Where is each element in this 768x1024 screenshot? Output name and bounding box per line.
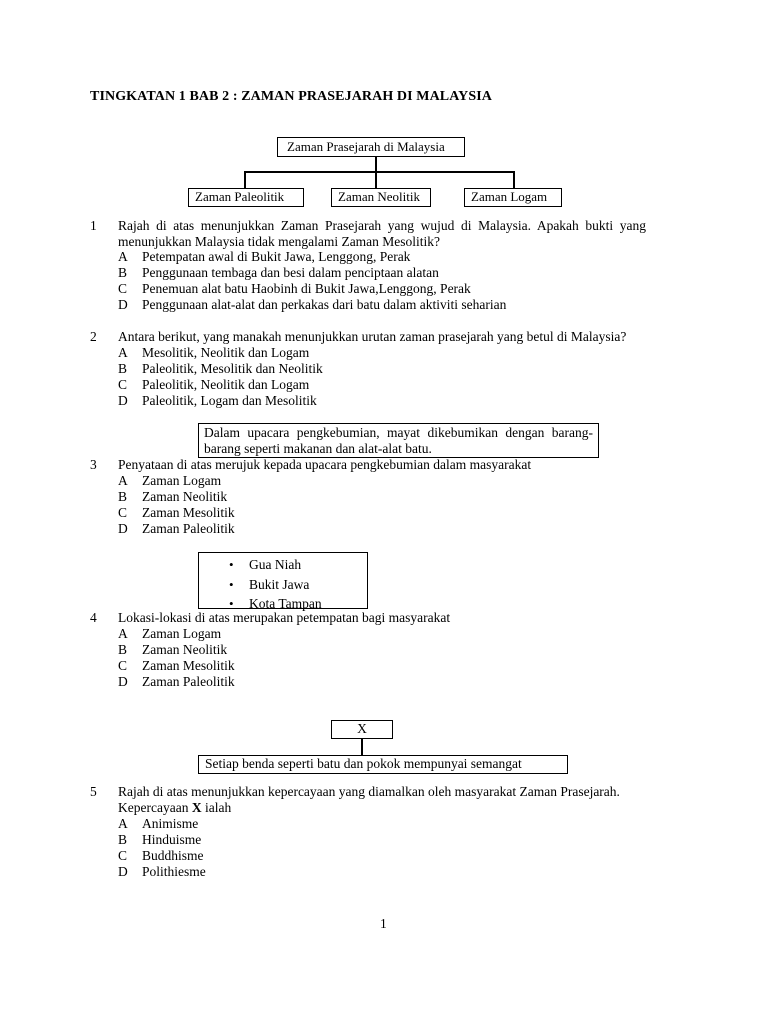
- option: [118, 505, 235, 521]
- stimulus-box: [198, 423, 599, 458]
- list-item: • Gua Niah: [199, 555, 367, 575]
- option-letter: A: [118, 473, 128, 488]
- option: [118, 393, 317, 409]
- option: [118, 265, 439, 281]
- option-letter: B: [118, 361, 128, 376]
- diagram-connector: [244, 171, 514, 173]
- option-letter: C: [118, 505, 128, 520]
- diagram-child-box: [331, 188, 431, 207]
- option-letter: D: [118, 393, 128, 408]
- diagram-connector: [375, 157, 377, 171]
- page-title: TINGKATAN 1 BAB 2 : ZAMAN PRASEJARAH DI MALAYSIA: [90, 89, 493, 104]
- diagram-child-label: Zaman Paleolitik: [195, 189, 285, 204]
- option-letter: A: [118, 249, 128, 264]
- option: [118, 864, 206, 880]
- question-number: 5: [90, 784, 97, 799]
- option-letter: B: [118, 642, 128, 657]
- diagram-connector: [361, 739, 363, 755]
- option: [118, 658, 235, 674]
- stimulus-x-label: X: [357, 721, 367, 736]
- diagram-connector: [513, 171, 515, 188]
- option: [118, 361, 323, 377]
- diagram-root-box: [277, 137, 465, 157]
- option-text: Animisme: [142, 816, 199, 831]
- question-number: 2: [90, 329, 97, 344]
- question-text: Rajah di atas menunjukkan Zaman Prasejarah yang wujud di Malaysia. Apakah bukti yang menunjukkan Malaysia tidak mengalami Zaman Mesolitik?: [118, 218, 646, 249]
- question-text: Antara berikut, yang manakah menunjukkan urutan zaman prasejarah yang betul di Malaysia?: [118, 329, 627, 344]
- option: [118, 473, 221, 489]
- option-letter: C: [118, 281, 128, 296]
- option: [118, 626, 221, 642]
- option: [118, 345, 309, 361]
- option-letter: B: [118, 832, 128, 847]
- diagram-connector: [375, 171, 377, 188]
- option-text: Petempatan awal di Bukit Jawa, Lenggong, Perak: [142, 249, 411, 264]
- diagram-child-label: Zaman Logam: [471, 189, 548, 204]
- question-number: 3: [90, 457, 97, 472]
- list-item: • Bukit Jawa: [199, 575, 367, 595]
- option-text: Zaman Neolitik: [142, 489, 228, 504]
- question-number: 1: [90, 218, 97, 233]
- option-text: Penemuan alat batu Haobinh di Bukit Jawa,Lenggong, Perak: [142, 281, 471, 296]
- question-text-line2: [118, 800, 231, 816]
- option-text: Penggunaan tembaga dan besi dalam penciptaan alatan: [142, 265, 439, 280]
- question-text: Penyataan di atas merujuk kepada upacara pengkebumian dalam masyarakat: [118, 457, 532, 472]
- option: [118, 642, 227, 658]
- option: [118, 297, 506, 313]
- option-text: Zaman Neolitik: [142, 642, 228, 657]
- page-number: 1: [380, 916, 387, 931]
- option-text: Paleolitik, Neolitik dan Logam: [142, 377, 310, 392]
- stimulus-x-box: [331, 720, 393, 739]
- option: [118, 249, 410, 265]
- option-letter: A: [118, 345, 128, 360]
- option-letter: A: [118, 626, 128, 641]
- option-letter: C: [118, 848, 128, 863]
- option: [118, 281, 471, 297]
- option: [118, 848, 204, 864]
- option-letter: D: [118, 674, 128, 689]
- stimulus-list-box: [198, 552, 368, 609]
- option-letter: D: [118, 297, 128, 312]
- option-letter: B: [118, 489, 128, 504]
- option-letter: B: [118, 265, 128, 280]
- question-text: Lokasi-lokasi di atas merupakan petempatan bagi masyarakat: [118, 610, 451, 625]
- option-letter: C: [118, 377, 128, 392]
- question-emphasis: X: [191, 800, 202, 815]
- question-text: Rajah di atas menunjukkan kepercayaan yang diamalkan oleh masyarakat Zaman Prasejarah.: [118, 784, 620, 799]
- option: [118, 832, 201, 848]
- option-letter: D: [118, 521, 128, 536]
- option-text: Buddhisme: [142, 848, 204, 863]
- question-number: 4: [90, 610, 97, 625]
- option-letter: D: [118, 864, 128, 879]
- option-text: Hinduisme: [142, 832, 202, 847]
- option-letter: C: [118, 658, 128, 673]
- stimulus-text: Setiap benda seperti batu dan pokok mempunyai semangat: [205, 756, 522, 771]
- option-text: Paleolitik, Logam dan Mesolitik: [142, 393, 317, 408]
- option-text: Zaman Paleolitik: [142, 674, 235, 689]
- option: [118, 521, 235, 537]
- option-text: Zaman Mesolitik: [142, 658, 235, 673]
- list-item: • Kota Tampan: [199, 594, 367, 614]
- option-text: Zaman Logam: [142, 473, 222, 488]
- question-text: ialah: [201, 800, 232, 815]
- stimulus-text: Dalam upacara pengkebumian, mayat dikebumikan dengan barang-barang seperti makanan dan alat-alat batu.: [204, 425, 593, 456]
- option: [118, 377, 309, 393]
- option-text: Mesolitik, Neolitik dan Logam: [142, 345, 310, 360]
- option-text: Paleolitik, Mesolitik dan Neolitik: [142, 361, 323, 376]
- diagram-child-box: [188, 188, 304, 207]
- option: [118, 816, 198, 832]
- option-text: Polithiesme: [142, 864, 206, 879]
- option: [118, 674, 235, 690]
- option: [118, 489, 227, 505]
- stimulus-box: [198, 755, 568, 774]
- option-text: Zaman Mesolitik: [142, 505, 235, 520]
- option-text: Zaman Paleolitik: [142, 521, 235, 536]
- diagram-root-label: Zaman Prasejarah di Malaysia: [287, 139, 445, 154]
- location-list: [199, 555, 367, 614]
- option-letter: A: [118, 816, 128, 831]
- option-text: Penggunaan alat-alat dan perkakas dari batu dalam aktiviti seharian: [142, 297, 507, 312]
- option-text: Zaman Logam: [142, 626, 222, 641]
- diagram-child-label: Zaman Neolitik: [338, 189, 420, 204]
- diagram-child-box: [464, 188, 562, 207]
- diagram-connector: [244, 171, 246, 188]
- question-text: Kepercayaan: [118, 800, 192, 815]
